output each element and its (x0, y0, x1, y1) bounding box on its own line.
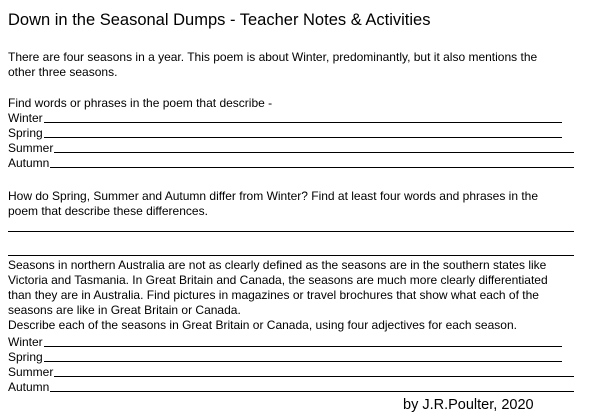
task3-paragraph (8, 258, 548, 333)
task3-row-summer (8, 365, 574, 379)
task1-label-winter: Winter (8, 111, 43, 125)
author-credit: by J.R.Poulter, 2020 (403, 397, 534, 413)
answer-line[interactable] (44, 137, 562, 138)
answer-line[interactable] (54, 376, 574, 377)
answer-line[interactable] (54, 152, 574, 153)
answer-line[interactable] (50, 391, 574, 392)
task3-row-winter (8, 335, 562, 349)
task2-line-2: poem that describe these differences. (8, 204, 208, 218)
intro-line-1: There are four seasons in a year. This poem is about Winter, predominantly, but it also mentions the (8, 50, 538, 64)
answer-line-full[interactable] (8, 255, 574, 256)
task1-label-spring: Spring (8, 126, 43, 140)
answer-line-full[interactable] (8, 231, 574, 232)
task3-row-spring (8, 350, 562, 364)
task3-row-autumn (8, 380, 574, 394)
task1-prompt: Find words or phrases in the poem that describe - (8, 96, 273, 110)
task2-line-1: How do Spring, Summer and Autumn differ from Winter? Find at least four words and phrases in the (8, 189, 539, 203)
answer-line[interactable] (50, 167, 574, 168)
task1-row-winter (8, 111, 562, 125)
answer-line[interactable] (44, 346, 562, 347)
task1-row-autumn (8, 156, 574, 170)
task3-line-3: than they are in Australia. Find pictures in magazines or travel brochures that show what each of the (8, 288, 539, 302)
task1-label-autumn: Autumn (8, 156, 50, 170)
task3-label-spring: Spring (8, 350, 43, 364)
intro-line-2: other three seasons. (8, 65, 118, 79)
page-title: Down in the Seasonal Dumps - Teacher Notes & Activities (8, 11, 431, 29)
task3-line-2: Victoria and Tasmania. In Great Britain and Canada, the seasons are much more clearly differentiated (8, 273, 548, 287)
answer-line[interactable] (44, 122, 562, 123)
intro-paragraph (8, 50, 537, 80)
task1-row-spring (8, 126, 562, 140)
task3-line-1: Seasons in northern Australia are not as clearly defined as the seasons are in the southern states like (8, 258, 547, 272)
task3-label-summer: Summer (8, 365, 54, 379)
answer-line[interactable] (44, 361, 562, 362)
task1-row-summer (8, 141, 574, 155)
task3-label-winter: Winter (8, 335, 43, 349)
task3-line-4: seasons are like in Great Britain or Canada. (8, 303, 241, 317)
task3-line-5: Describe each of the seasons in Great Britain or Canada, using four adjectives for each season. (8, 318, 517, 332)
task3-label-autumn: Autumn (8, 380, 50, 394)
task2-paragraph (8, 189, 538, 219)
task1-label-summer: Summer (8, 141, 54, 155)
